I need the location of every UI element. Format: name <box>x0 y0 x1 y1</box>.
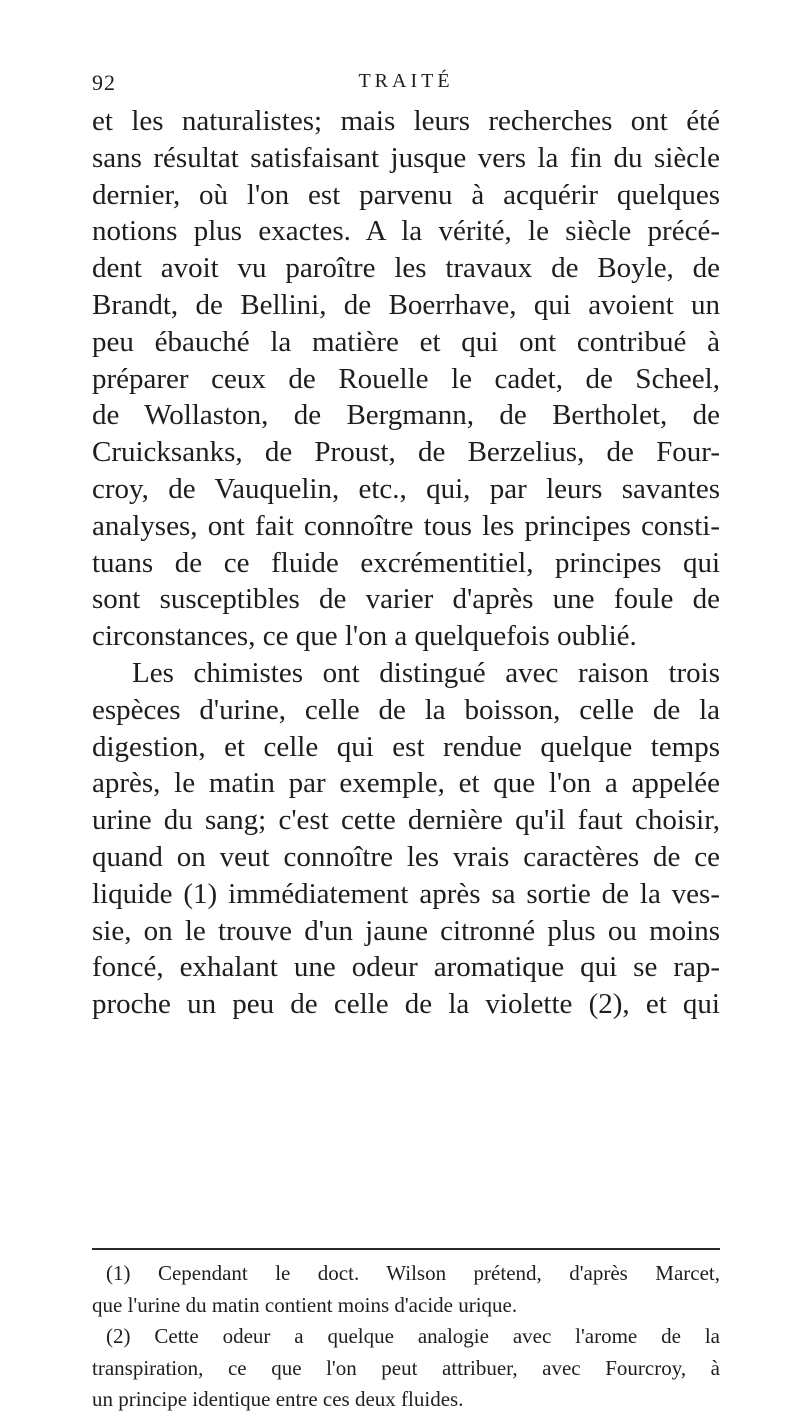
text-line: sie, on le trouve d'un jaune citronné plus ou moins <box>92 914 720 947</box>
text-line: Cruicksanks, de Proust, de Berzelius, de Four- <box>92 436 720 469</box>
text-line: préparer ceux de Rouelle le cadet, de Scheel, <box>92 362 720 395</box>
footnotes <box>92 1258 720 1416</box>
footnote-line: un principe identique entre ces deux fluides. <box>92 1387 464 1411</box>
footnote-separator <box>92 1248 720 1250</box>
text-line: tuans de ce fluide excrémentitiel, principes qui <box>92 546 720 579</box>
text-line: et les naturalistes; mais leurs recherches ont été <box>92 105 720 137</box>
text-line: quand on veut connoître les vrais caractères de ce <box>92 840 720 873</box>
text-line: foncé, exhalant une odeur aromatique qui se rap- <box>92 951 720 984</box>
text-line: proche un peu de celle de la violette (2), et qui <box>92 988 720 1021</box>
text-line: de Wollaston, de Bergmann, de Bertholet, de <box>92 399 720 432</box>
footnote-line: transpiration, ce que l'on peut attribuer, avec Fourcroy, à <box>92 1355 720 1380</box>
text-line: peu ébauché la matière et qui ont contribué à <box>92 325 720 358</box>
text-line: dent avoit vu paroître les travaux de Boyle, de <box>92 252 720 285</box>
page-header <box>92 70 720 100</box>
page-number: 92 <box>92 70 116 95</box>
text-line: croy, de Vauquelin, etc., qui, par leurs savantes <box>92 472 720 505</box>
text-line: notions plus exactes. A la vérité, le siècle précé- <box>92 215 720 248</box>
text-line: Brandt, de Bellini, de Boerrhave, qui avoient un <box>92 288 720 321</box>
footnote-line: (1) Cependant le doct. Wilson prétend, d'après Marcet, <box>106 1261 720 1285</box>
text-line: analyses, ont fait connoître tous les principes consti- <box>92 509 720 542</box>
text-line: après, le matin par exemple, et que l'on a appelée <box>92 767 720 800</box>
text-line: digestion, et celle qui est rendue quelque temps <box>92 730 720 763</box>
text-line: circonstances, ce que l'on a quelquefois oublié. <box>92 620 637 653</box>
footnote-line: que l'urine du matin contient moins d'acide urique. <box>92 1292 518 1317</box>
text-line: sans résultat satisfaisant jusque vers la fin du siècle <box>92 141 720 174</box>
text-line: liquide (1) immédiatement après sa sortie de la ves- <box>92 877 720 910</box>
body-text <box>92 103 720 1023</box>
text-line: espèces d'urine, celle de la boisson, celle de la <box>92 693 720 726</box>
text-line: dernier, où l'on est parvenu à acquérir quelques <box>92 178 720 211</box>
text-line: Les chimistes ont distingué avec raison trois <box>132 656 720 689</box>
text-line: sont susceptibles de varier d'après une foule de <box>92 583 720 616</box>
running-head: TRAITÉ <box>358 70 454 92</box>
footnote-line: (2) Cette odeur a quelque analogie avec l'arome de la <box>106 1324 720 1348</box>
text-line: urine du sang; c'est cette dernière qu'il faut choisir, <box>92 804 720 837</box>
